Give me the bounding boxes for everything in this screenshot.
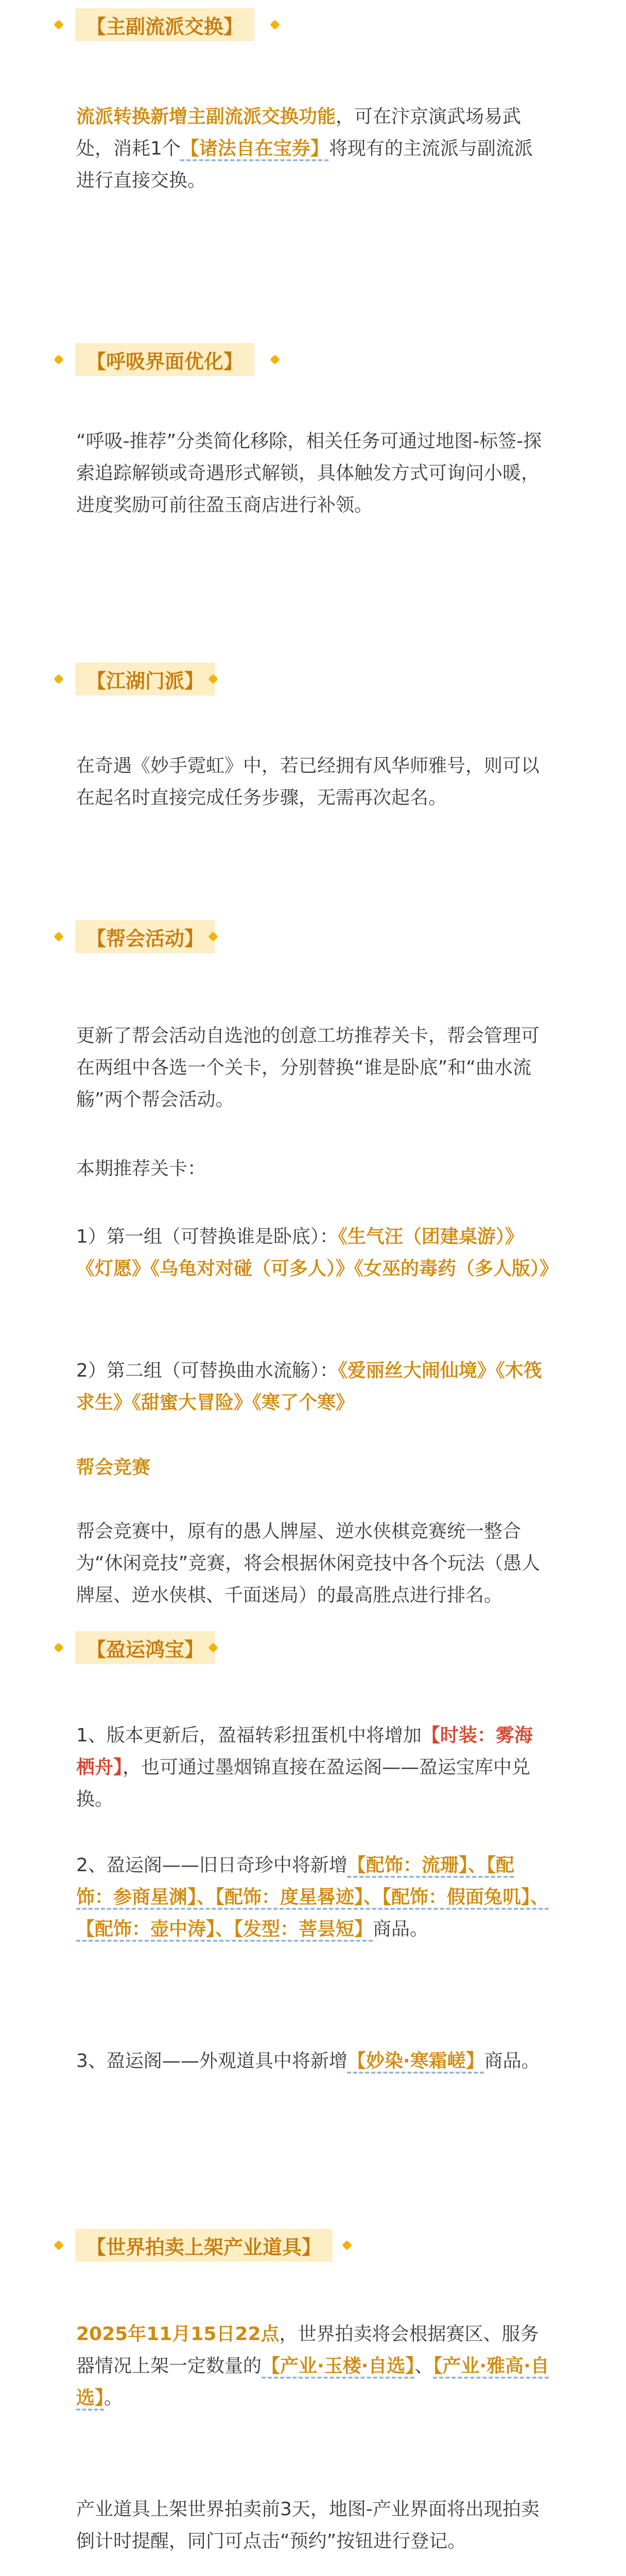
text: 1、版本更新后，盈福转彩扭蛋机中将增加 bbox=[76, 1725, 422, 1746]
text: 帮会竞赛中，原有的愚人牌屋、逆水侠棋竞赛统一整合为“休闲竞技”竞赛，将会根据休闲竞技中各个玩法（愚人牌屋、逆水侠棋、千面迷局）的最高胜点进行排名。 bbox=[76, 1521, 541, 1606]
text: 将现有的主流派与副流派进行直接交换。 bbox=[76, 138, 533, 191]
text: 1）第一组（可替换谁是卧底）： bbox=[76, 1226, 338, 1247]
section-title-badge bbox=[75, 2229, 333, 2262]
diamond-icon bbox=[268, 18, 283, 33]
section-breath-ui bbox=[0, 335, 626, 516]
text: 产业道具上架世界拍卖前3天，地图-产业界面将出现拍卖倒计时提醒，同门可点击“预约”按钮进行登记。 bbox=[76, 2499, 540, 2552]
paragraph bbox=[76, 1153, 550, 1185]
diamond-icon bbox=[51, 18, 67, 33]
diamond-icon bbox=[268, 352, 283, 368]
paragraph-group-2 bbox=[76, 1355, 550, 1419]
paragraph-group-1 bbox=[76, 1221, 559, 1285]
paragraph bbox=[76, 2318, 550, 2414]
text: 更新了帮会活动自选池的创意工坊推荐关卡，帮会管理可在两组中各选一个关卡，分别替换“谁是卧底”和“曲水流觞”两个帮会活动。 bbox=[76, 1025, 540, 1110]
section-header bbox=[0, 654, 626, 704]
diamond-icon bbox=[206, 1640, 221, 1656]
text: 在奇遇《妙手霓虹》中，若已经拥有风华师雅号，则可以在起名时直接完成任务步骤，无需再次起名。 bbox=[76, 755, 540, 808]
section-title: 【盈运鸿宝】 bbox=[86, 1638, 204, 1661]
text: ，世界拍卖将会根据赛区、服务器情况上架一定数量的 bbox=[76, 2324, 539, 2377]
paragraph bbox=[76, 101, 550, 197]
item-link[interactable]: 【产业·玉楼·自选】 bbox=[262, 2355, 415, 2377]
text: 本期推荐关卡： bbox=[76, 1158, 206, 1179]
diamond-icon bbox=[51, 1640, 67, 1656]
text: 2）第二组（可替换曲水流觞）： bbox=[76, 1360, 338, 1381]
text: ，可在汴京演武场易武处，消耗1个 bbox=[76, 106, 521, 159]
diamond-icon bbox=[206, 929, 221, 945]
paragraph bbox=[76, 750, 550, 814]
text: ，也可通过墨烟锦直接在盈运阁——盈运宝库中兑换。 bbox=[76, 1757, 531, 1810]
paragraph bbox=[76, 2045, 550, 2077]
section-title-badge bbox=[75, 920, 215, 953]
costume-name[interactable]: 【时装：雾海栖舟】 bbox=[76, 1725, 533, 1778]
diamond-icon bbox=[51, 2238, 67, 2253]
section-title-badge bbox=[75, 343, 254, 376]
diamond-icon bbox=[51, 929, 67, 945]
section-guild-activity bbox=[0, 912, 626, 1606]
section-title: 【主副流派交换】 bbox=[86, 15, 244, 38]
item-link-list[interactable]: 【配饰：流珊】、【配饰：参商星渊】、【配饰：度星晷迹】、【配饰：假面兔叽】、【配饰：壶中涛】、【发型：菩昙短】 bbox=[76, 1855, 549, 1940]
section-header bbox=[0, 0, 626, 49]
paragraph bbox=[76, 1516, 550, 1612]
text: 商品。 bbox=[484, 2050, 540, 2072]
level-list: 《生气汪（团建桌游）》《灯愿》《乌龟对对碰（可多人）》《女巫的毒药（多人版）》 bbox=[76, 1226, 559, 1279]
section-header bbox=[0, 2221, 626, 2270]
date-highlight: 2025年11月15日22点 bbox=[76, 2324, 280, 2345]
level-list: 《爱丽丝大闹仙境》《木筏求生》《甜蜜大冒险》《寒了个寒》 bbox=[76, 1360, 542, 1413]
text: “呼吸-推荐”分类简化移除，相关任务可通过地图-标签-探索追踪解锁或奇遇形式解锁，具体触发方式可询问小暖，进度奖励可前往盈玉商店进行补领。 bbox=[76, 431, 542, 516]
section-title: 【帮会活动】 bbox=[86, 927, 204, 950]
text: 。 bbox=[104, 2387, 123, 2409]
sub-heading bbox=[76, 1452, 550, 1484]
section-title: 【江湖门派】 bbox=[86, 669, 204, 692]
paragraph bbox=[76, 1720, 550, 1816]
item-link[interactable]: 【妙染·寒霜嵯】 bbox=[347, 2050, 484, 2072]
section-title: 【世界拍卖上架产业道具】 bbox=[86, 2235, 322, 2259]
section-sect bbox=[0, 654, 626, 808]
item-link[interactable]: 【诸法自在宝券】 bbox=[180, 138, 329, 159]
section-header bbox=[0, 1623, 626, 1672]
section-main-sub-school bbox=[0, 0, 626, 191]
paragraph bbox=[76, 426, 550, 521]
section-header bbox=[0, 335, 626, 384]
text: 2、盈运阁——旧日奇珍中将新增 bbox=[76, 1855, 347, 1876]
item-link[interactable]: 【产业·雅高·自选】 bbox=[76, 2355, 549, 2409]
diamond-icon bbox=[51, 672, 67, 687]
highlight-text: 流派转换新增主副流派交换功能 bbox=[76, 106, 336, 127]
text: 、 bbox=[414, 2355, 433, 2377]
section-title-badge bbox=[75, 663, 215, 696]
paragraph bbox=[76, 1850, 550, 1945]
diamond-icon bbox=[51, 352, 67, 368]
section-world-auction bbox=[0, 2221, 626, 2552]
paragraph bbox=[76, 2494, 550, 2557]
diamond-icon bbox=[206, 672, 221, 687]
text: 3、盈运阁——外观道具中将新增 bbox=[76, 2050, 347, 2072]
section-title-badge bbox=[75, 8, 254, 41]
section-title-badge bbox=[75, 1631, 215, 1664]
text: 商品。 bbox=[373, 1919, 429, 1940]
section-fortune-treasure bbox=[0, 1623, 626, 2072]
section-title: 【呼吸界面优化】 bbox=[86, 350, 244, 373]
section-header bbox=[0, 912, 626, 961]
diamond-icon bbox=[340, 2238, 355, 2253]
sub-heading-text: 帮会竞赛 bbox=[76, 1457, 151, 1478]
paragraph bbox=[76, 1020, 550, 1116]
